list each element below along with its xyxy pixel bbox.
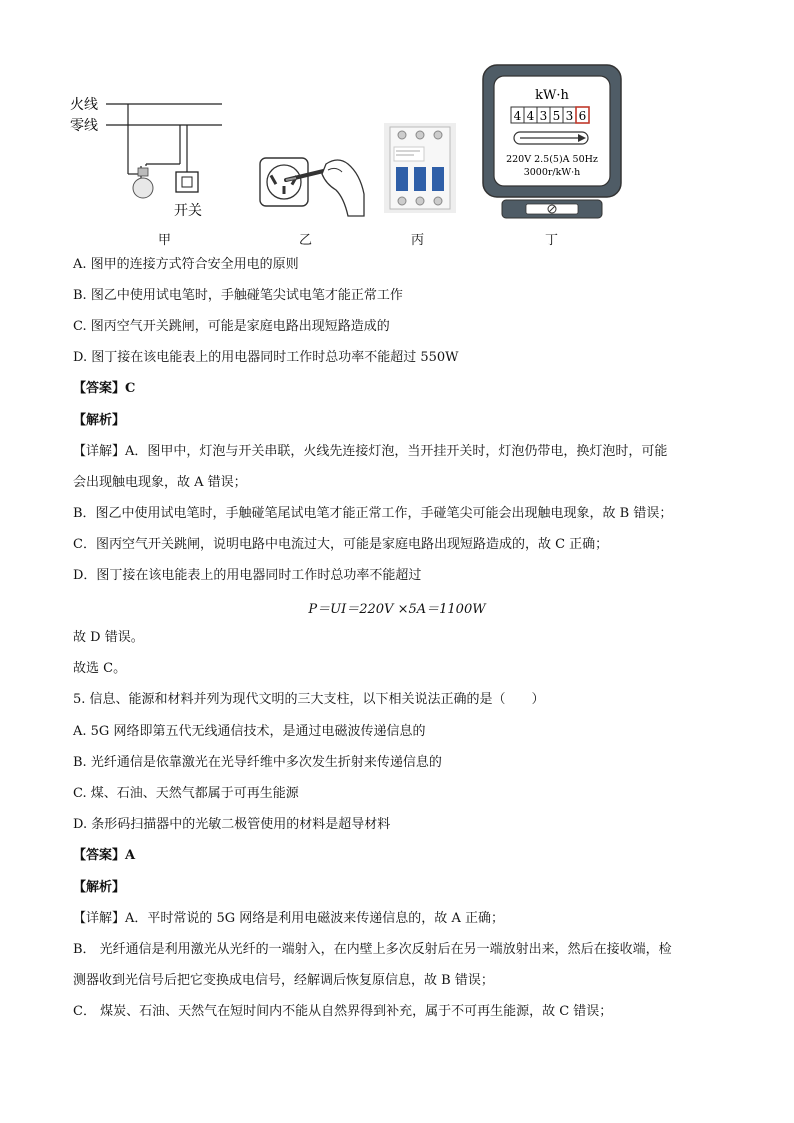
meter-dial-icon bbox=[514, 132, 588, 144]
meter-digits bbox=[511, 107, 589, 123]
neutral-wire-label: 零线 bbox=[70, 118, 98, 134]
q4-final-choice: 故选 C。 bbox=[73, 661, 127, 676]
figure-ding bbox=[482, 64, 622, 220]
figure-bing-label: 丙 bbox=[411, 233, 425, 248]
breaker-lever-icon bbox=[396, 167, 408, 191]
meter-spec-line1: 220V 2.5(5)A 50Hz bbox=[506, 154, 598, 165]
q4-detail-line: C．图丙空气开关跳闸，说明电路中电流过大，可能是家庭电路出现短路造成的，故 C 正确； bbox=[73, 537, 609, 552]
hand-icon bbox=[322, 160, 364, 216]
meter-spec-line2: 3000r/kW·h bbox=[523, 167, 581, 178]
q5-option-b: B. 光纤通信是依靠激光在光导纤维中多次发生折射来传递信息的 bbox=[73, 755, 442, 770]
q4-formula: P＝UI＝220V ×5A＝1100W bbox=[308, 602, 486, 617]
socket-icon bbox=[260, 158, 308, 206]
q4-detail-line: B．图乙中使用试电笔时，手触碰笔尾试电笔才能正常工作，手碰笔尖可能会出现触电现象，故 B 错误； bbox=[73, 506, 673, 521]
q4-detail-line: 会出现触电现象，故 A 错误； bbox=[73, 475, 247, 490]
air-switch-illustration bbox=[384, 123, 456, 213]
q4-detail-line: D．图丁接在该电能表上的用电器同时工作时总功率不能超过 bbox=[73, 568, 422, 583]
live-wire-label: 火线 bbox=[70, 97, 98, 113]
q5-detail-line: C． 煤炭、石油、天然气在短时间内不能从自然界得到补充，属于不可再生能源，故 C 错误； bbox=[73, 1004, 613, 1019]
q4-option-a: A. 图甲的连接方式符合安全用电的原则 bbox=[73, 257, 299, 272]
figure-bing bbox=[384, 123, 456, 213]
q4-conclusion: 故 D 错误。 bbox=[73, 630, 144, 645]
lamp-icon bbox=[133, 166, 153, 198]
q4-option-d: D. 图丁接在该电能表上的用电器同时工作时总功率不能超过 550W bbox=[73, 350, 459, 365]
meter-digit: 3 bbox=[539, 109, 548, 123]
circuit-diagram bbox=[70, 92, 230, 222]
meter-digit: 5 bbox=[552, 109, 561, 123]
switch-icon bbox=[176, 172, 198, 192]
q4-analysis-heading: 【解析】 bbox=[73, 413, 126, 428]
q5-option-c: C. 煤、石油、天然气都属于可再生能源 bbox=[73, 786, 299, 801]
q5-detail-line: B． 光纤通信是利用激光从光纤的一端射入，在内壁上多次反射后在另一端放射出来，然后在接收端，检 bbox=[73, 942, 672, 957]
socket-test-pen-illustration bbox=[256, 150, 366, 218]
figure-jia-label: 甲 bbox=[158, 233, 172, 248]
figure-yi-label: 乙 bbox=[299, 233, 313, 248]
meter-digit: 4 bbox=[513, 109, 522, 123]
q5-detail-line: 测器收到光信号后把它变换成电信号，经解调后恢复原信息，故 B 错误； bbox=[73, 973, 494, 988]
breaker-lever-icon bbox=[432, 167, 444, 191]
q5-analysis-heading: 【解析】 bbox=[73, 880, 126, 895]
q5-question: 5. 信息、能源和材料并列为现代文明的三大支柱，以下相关说法正确的是（ ） bbox=[73, 692, 545, 707]
meter-digit: 4 bbox=[526, 109, 535, 123]
figure-jia bbox=[70, 92, 230, 222]
q4-answer: 【答案】C bbox=[73, 381, 136, 396]
q4-option-b: B. 图乙中使用试电笔时，手触碰笔尖试电笔才能正常工作 bbox=[73, 288, 403, 303]
figure-yi bbox=[256, 150, 366, 218]
electric-meter-illustration bbox=[482, 64, 622, 220]
q5-answer: 【答案】A bbox=[73, 848, 136, 863]
breaker-lever-icon bbox=[414, 167, 426, 191]
q5-option-a: A. 5G 网络即第五代无线通信技术，是通过电磁波传递信息的 bbox=[73, 724, 426, 739]
meter-digit: 3 bbox=[565, 109, 574, 123]
q5-option-d: D. 条形码扫描器中的光敏二极管使用的材料是超导材料 bbox=[73, 817, 391, 832]
figure-ding-label: 丁 bbox=[545, 233, 559, 248]
switch-label: 开关 bbox=[174, 203, 202, 219]
q4-option-c: C. 图丙空气开关跳闸，可能是家庭电路出现短路造成的 bbox=[73, 319, 390, 334]
q5-detail-line: 【详解】A．平时常说的 5G 网络是利用电磁波来传递信息的，故 A 正确； bbox=[73, 911, 504, 926]
q4-detail-line: 【详解】A．图甲中，灯泡与开关串联，火线先连接灯泡，当开挂开关时，灯泡仍带电，换灯泡时，可能 bbox=[73, 444, 668, 459]
meter-unit: kW·h bbox=[535, 88, 569, 103]
meter-digit-decimal: 6 bbox=[578, 109, 587, 123]
